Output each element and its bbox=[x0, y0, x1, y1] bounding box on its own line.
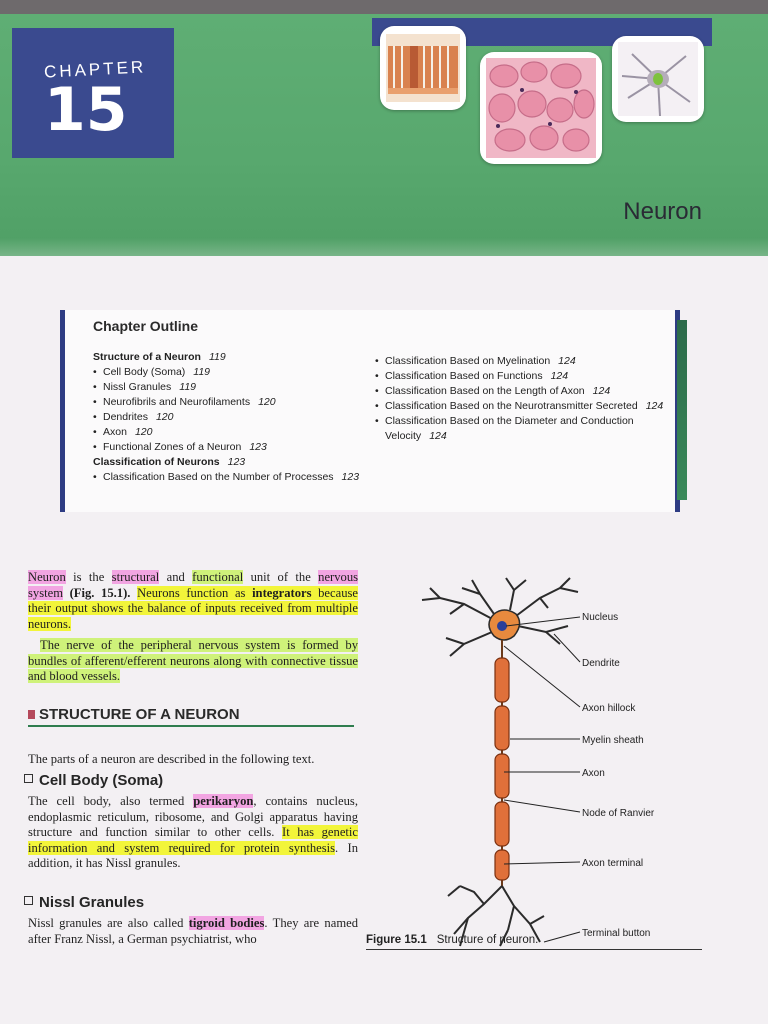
figure-number: Figure 15.1 bbox=[366, 934, 427, 946]
figure-caption-text: Structure of neuron. bbox=[436, 934, 539, 946]
highlight-structural: structural bbox=[111, 570, 160, 584]
chapter-label: CHAPTER bbox=[43, 57, 147, 82]
cell-body-paragraph: The cell body, also termed perikaryon, contains nucleus, endoplasmic reticulum, ribosome, and Golgi apparatus having structure and function similar to other cells. It has genetic information and system required for protein synthesis. In addition, it has Nissl granules. bbox=[28, 794, 358, 870]
outline-item: • Cell Body (Soma) 119 bbox=[93, 365, 363, 380]
highlight-functional: functional bbox=[192, 570, 244, 584]
section-heading: STRUCTURE OF A NEURON bbox=[28, 706, 354, 727]
text-span: is the bbox=[65, 570, 112, 584]
chapter-header bbox=[0, 14, 768, 256]
label-myelin-sheath: Myelin sheath bbox=[582, 735, 644, 746]
figure-reference: (Fig. 15.1). bbox=[62, 585, 138, 600]
label-terminal-button: Terminal button bbox=[582, 928, 651, 939]
nucleus-dot bbox=[497, 621, 507, 631]
outline-item: • Classification Based on the Number of Processes 123 bbox=[93, 470, 363, 485]
highlight-integrators: integrators bbox=[252, 585, 312, 600]
label-node-of-ranvier: Node of Ranvier bbox=[582, 808, 655, 819]
checkbox-bullet-icon bbox=[24, 896, 33, 905]
figure-caption bbox=[366, 934, 702, 950]
outline-item: • Classification Based on the Length of Axon 124 bbox=[375, 384, 665, 399]
highlight-tigroid-bodies: tigroid bodies bbox=[188, 916, 265, 930]
neuron-figure bbox=[364, 574, 704, 954]
intro-paragraph bbox=[28, 570, 358, 632]
chapter-number: 15 bbox=[44, 75, 128, 145]
outline-item: • Nissl Granules 119 bbox=[93, 380, 363, 395]
highlight-neuron: Neuron bbox=[28, 570, 66, 584]
highlight-sentence: The nerve of the peripheral nervous system is formed by bundles of afferent/efferent neurons along with connective tissue and blood vessels. bbox=[28, 638, 358, 683]
outline-item: • Classification Based on Myelination 124 bbox=[375, 354, 665, 369]
label-dendrite: Dendrite bbox=[582, 658, 620, 669]
textbook-page bbox=[0, 14, 768, 1024]
outline-item: • Classification Based on Functions 124 bbox=[375, 369, 665, 384]
subheading-nissl-granules: Nissl Granules bbox=[24, 894, 144, 911]
muscle-tissue-image bbox=[380, 26, 466, 110]
outline-column-left bbox=[93, 350, 363, 485]
peripheral-nerve-paragraph bbox=[28, 638, 358, 685]
chapter-title: Neuron bbox=[623, 198, 702, 225]
text-span: and bbox=[159, 570, 193, 584]
checkbox-bullet-icon bbox=[24, 774, 33, 783]
outline-item: • Neurofibrils and Neurofilaments 120 bbox=[93, 395, 363, 410]
outline-heading: Classification of Neurons 123 bbox=[93, 456, 246, 468]
outline-heading: Structure of a Neuron 119 bbox=[93, 351, 226, 363]
outline-item: • Functional Zones of a Neuron 123 bbox=[93, 440, 363, 455]
nissl-paragraph: Nissl granules are also called tigroid bodies. They are named after Franz Nissl, a German psychiatrist, who bbox=[28, 916, 358, 946]
label-nucleus: Nucleus bbox=[582, 612, 619, 623]
section-marker-icon bbox=[28, 710, 35, 719]
subheading-cell-body: Cell Body (Soma) bbox=[24, 772, 163, 789]
highlight-sentence: It has genetic information and system required for protein synthesis bbox=[28, 825, 358, 855]
text-span: unit of the bbox=[243, 570, 319, 584]
section-intro: The parts of a neuron are described in the following text. bbox=[28, 752, 315, 766]
neuron-cell-image bbox=[612, 36, 704, 122]
outline-title: Chapter Outline bbox=[93, 318, 199, 334]
outline-item: • Axon 120 bbox=[93, 425, 363, 440]
highlight-nervous-system: nervous system bbox=[28, 570, 359, 600]
label-axon-terminal: Axon terminal bbox=[582, 858, 644, 869]
label-axon-hillock: Axon hillock bbox=[582, 703, 636, 714]
chapter-outline-box bbox=[60, 310, 680, 512]
highlight-sentence: Neurons function as bbox=[137, 585, 253, 600]
highlight-perikaryon: perikaryon bbox=[193, 794, 254, 808]
outline-item: • Classification Based on the Diameter and Conduction Velocity 124 bbox=[375, 414, 665, 444]
outline-column-right bbox=[375, 354, 665, 444]
outline-item: • Classification Based on the Neurotransmitter Secreted 124 bbox=[375, 399, 665, 414]
tissue-section-image bbox=[480, 52, 602, 164]
highlight-sentence: because their output shows the balance of inputs received from multiple neurons. bbox=[28, 585, 358, 631]
label-leaders bbox=[504, 617, 580, 942]
outline-item: • Dendrites 120 bbox=[93, 410, 363, 425]
label-axon: Axon bbox=[582, 768, 605, 779]
